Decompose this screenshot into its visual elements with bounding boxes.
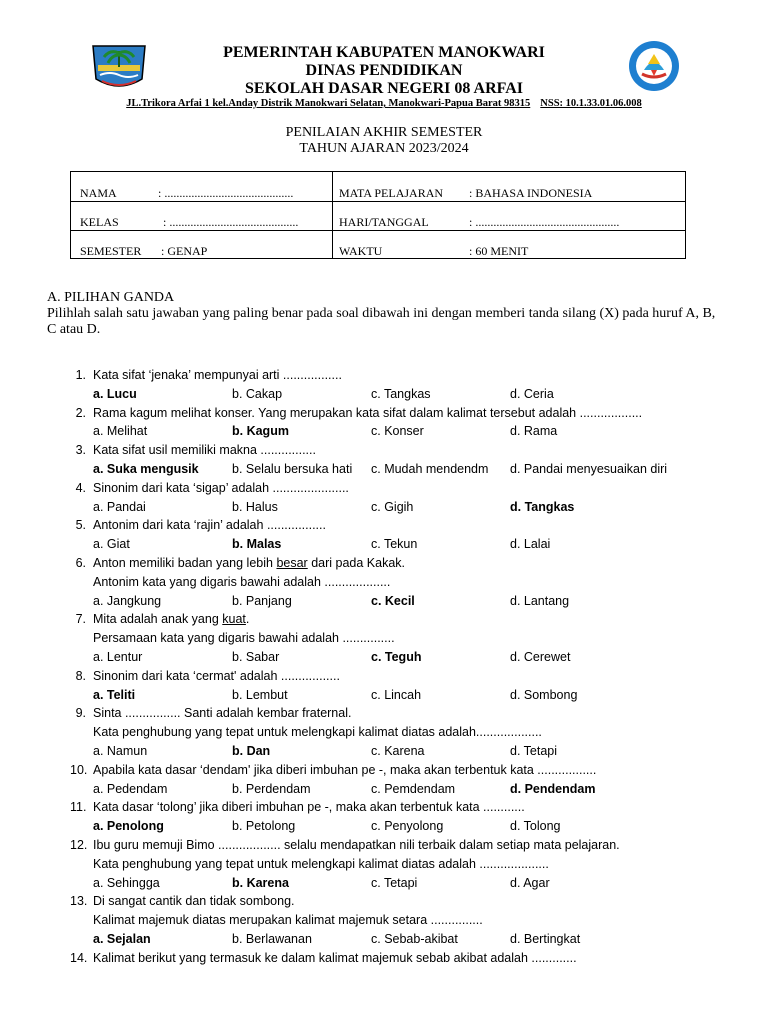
question-number: 7. [75,612,86,627]
answer-option-b[interactable]: b. Cakap [232,386,283,401]
table-divider-vertical [332,172,333,258]
answer-option-b[interactable]: b. Dan [232,743,271,758]
question-text: Ibu guru memuji Bimo .................. selalu mendapatkan nili terbaik dalam setiap mata pelajaran. [93,837,620,852]
answer-options-row [70,460,710,479]
question-number: 2. [75,405,86,420]
question-row [70,404,710,423]
nama-value: : ........................................... [158,186,294,200]
question-number: 4. [75,480,86,495]
waktu-value: : 60 MENIT [469,244,529,258]
answer-option-c[interactable]: c. Teguh [371,649,422,664]
answer-option-b[interactable]: b. Kagum [232,424,289,439]
answer-option-c[interactable]: c. Tetapi [371,875,418,890]
waktu-field [339,244,528,259]
answer-option-c[interactable]: c. Mudah mendendm [371,461,489,476]
answer-option-c[interactable]: c. Konser [371,424,424,439]
answer-option-a[interactable]: a. Giat [93,537,130,552]
answer-option-b[interactable]: b. Sabar [232,649,280,664]
answer-option-d[interactable]: d. Sombong [510,687,578,702]
student-info-table [70,171,686,259]
question-text: Kata penghubung yang tepat untuk melengkapi kalimat diatas adalah................... [93,725,542,740]
question-continuation-row [70,723,710,742]
question-text: Kalimat berikut yang termasuk ke dalam kalimat majemuk sebab akibat adalah ............. [93,950,577,965]
answer-option-d[interactable]: d. Lantang [510,593,570,608]
answer-option-b[interactable]: b. Berlawanan [232,931,312,946]
answer-option-d[interactable]: d. Tetapi [510,743,558,758]
answer-option-b[interactable]: b. Selalu bersuka hati [232,461,353,476]
question-number: 5. [75,518,86,533]
answer-options-row [70,592,710,611]
answer-option-b[interactable]: b. Perdendam [232,781,311,796]
question-row [70,516,710,535]
section-title: A. PILIHAN GANDA [47,290,175,305]
question-row [70,554,710,573]
answer-options-row [70,422,710,441]
question-row [70,892,710,911]
answer-option-d[interactable]: d. Rama [510,424,558,439]
answer-option-d[interactable]: d. Ceria [510,386,554,401]
question-text: Antonim dari kata ‘rajin’ adalah ................. [93,518,326,533]
answer-options-row [70,874,710,893]
semester-value: : GENAP [161,244,208,258]
question-number: 12. [70,837,88,852]
answer-option-c[interactable]: c. Kecil [371,593,415,608]
answer-options-row [70,742,710,761]
question-text: Anton memiliki badan yang lebih besar dari pada Kakak. [93,555,406,570]
table-divider-horizontal [71,230,685,231]
answer-option-d[interactable]: d. Cerewet [510,649,571,664]
letterhead [0,0,768,120]
question-number: 8. [75,668,86,683]
answer-option-c[interactable]: c. Sebab-akibat [371,931,458,946]
government-name: PEMERINTAH KABUPATEN MANOKWARI [223,44,545,61]
answer-option-d[interactable]: d. Tolong [510,819,561,834]
question-number: 10. [70,762,88,777]
question-number: 11. [70,800,87,815]
question-text: Kata sifat ‘jenaka’ mempunyai arti ................. [93,368,342,382]
question-row [70,366,710,385]
hari-tanggal-field[interactable] [339,215,619,230]
question-text: Mita adalah anak yang kuat. [93,612,250,627]
answer-option-a[interactable]: a. Namun [93,743,148,758]
answer-options-row [70,385,710,404]
answer-options-row [70,817,710,836]
hari-tanggal-label: HARI/TANGGAL [339,215,429,229]
question-row [70,667,710,686]
answer-option-c[interactable]: c. Lincah [371,687,422,702]
nss-number: NSS: 10.1.33.01.06.008 [540,98,642,109]
answer-option-a[interactable]: a. Suka mengusik [93,461,199,476]
answer-option-d[interactable]: d. Pandai menyesuaikan diri [510,461,668,476]
mapel-value: : BAHASA INDONESIA [469,186,593,200]
question-number: 3. [75,443,86,458]
answer-option-a[interactable]: a. Pedendam [93,781,168,796]
question-continuation-row [70,855,710,874]
kelas-label: KELAS [80,215,119,229]
answer-option-c[interactable]: c. Tangkas [371,386,431,401]
answer-option-a[interactable]: a. Sejalan [93,931,151,946]
section-instruction: Pilihlah salah satu jawaban yang paling benar pada soal dibawah ini dengan memberi tanda silang (X) pada huruf A, B, C atau D. [47,306,716,337]
answer-option-a[interactable]: a. Penolong [93,819,164,834]
answer-option-b[interactable]: b. Malas [232,537,282,552]
department-name: DINAS PENDIDIKAN [305,62,463,79]
question-continuation-row [70,911,710,930]
question-number: 9. [75,706,86,721]
answer-options-row [70,780,710,799]
answer-option-b[interactable]: b. Lembut [232,687,288,702]
answer-option-c[interactable]: c. Karena [371,743,425,758]
question-text: Sinonim dari kata ‘sigap’ adalah ...................... [93,480,349,495]
table-divider-horizontal [71,201,685,202]
nama-label: NAMA [80,186,117,200]
school-address [0,98,768,109]
answer-option-d[interactable]: d. Pendendam [510,781,596,796]
answer-option-a[interactable]: a. Teliti [93,687,136,702]
answer-option-c[interactable]: c. Pemdendam [371,781,456,796]
answer-option-b[interactable]: b. Panjang [232,593,292,608]
section-intro [47,290,717,338]
question-number: 14. [70,950,88,965]
question-row [70,949,710,968]
question-row [70,610,710,629]
question-number: 6. [75,555,86,570]
answer-option-d[interactable]: d. Bertingkat [510,931,581,946]
question-text: Apabila kata dasar ‘dendam' jika diberi imbuhan pe -, maka akan terbentuk kata ................. [93,762,597,777]
question-row [70,798,710,817]
nama-field[interactable] [80,186,293,201]
question-row [70,704,710,723]
tut-wuri-handayani-logo-icon [628,40,680,92]
question-text: Kata penghubung yang tepat untuk melengkapi kalimat diatas adalah .................... [93,856,549,871]
answer-option-d[interactable]: d. Agar [510,875,550,890]
question-list [70,366,710,968]
answer-options-row [70,930,710,949]
answer-option-b[interactable]: b. Halus [232,499,278,514]
underlined-word: besar [276,555,308,570]
answer-options-row [70,686,710,705]
kelas-field[interactable] [80,215,298,230]
question-text: Kalimat majemuk diatas merupakan kalimat majemuk setara ............... [93,913,483,928]
answer-option-a[interactable]: a. Melihat [93,424,148,439]
waktu-label: WAKTU [339,244,383,258]
question-row [70,479,710,498]
question-text: Sinta ................ Santi adalah kembar fraternal. [93,706,352,721]
question-text: Persamaan kata yang digaris bawahi adalah ............... [93,631,395,646]
question-continuation-row [70,629,710,648]
semester-field [80,244,207,259]
mapel-field [339,186,592,201]
question-text: Di sangat cantik dan tidak sombong. [93,894,295,909]
answer-option-b[interactable]: b. Karena [232,875,289,890]
school-name: SEKOLAH DASAR NEGERI 08 ARFAI [245,80,523,97]
kelas-value: : ........................................... [163,215,299,229]
answer-option-d[interactable]: d. Tangkas [510,499,575,514]
question-text: Antonim kata yang digaris bawahi adalah ................... [93,574,391,589]
answer-options-row [70,535,710,554]
answer-option-d[interactable]: d. Lalai [510,537,551,552]
answer-option-b[interactable]: b. Petolong [232,819,296,834]
question-text: Kata dasar ‘tolong’ jika diberi imbuhan pe -, maka akan terbentuk kata ............ [93,800,525,815]
question-row [70,761,710,780]
answer-option-c[interactable]: c. Gigih [371,499,414,514]
semester-label: SEMESTER [80,244,142,258]
answer-options-row [70,498,710,517]
address-text: JL.Trikora Arfai 1 kel.Anday Distrik Manokwari Selatan, Manokwari-Papua Barat 98315 [126,98,531,109]
question-text: Kata sifat usil memiliki makna ................ [93,443,316,458]
exam-title: PENILAIAN AKHIR SEMESTER [285,125,483,140]
underlined-word: kuat [222,612,246,627]
question-continuation-row [70,573,710,592]
answer-option-a[interactable]: a. Lucu [93,386,137,401]
question-row [70,836,710,855]
question-text: Sinonim dari kata ‘cermat' adalah ................. [93,668,340,683]
question-number: 13. [70,894,88,909]
answer-option-a[interactable]: a. Jangkung [93,593,162,608]
answer-options-row [70,648,710,667]
answer-option-a[interactable]: a. Pandai [93,499,146,514]
answer-option-a[interactable]: a. Sehingga [93,875,160,890]
academic-year: TAHUN AJARAN 2023/2024 [299,141,469,156]
answer-option-c[interactable]: c. Penyolong [371,819,444,834]
mapel-label: MATA PELAJARAN [339,186,444,200]
hari-tanggal-value: : ................................................ [469,215,620,229]
question-text: Rama kagum melihat konser. Yang merupakan kata sifat dalam kalimat tersebut adalah .................. [93,405,643,420]
answer-option-a[interactable]: a. Lentur [93,649,143,664]
question-row [70,441,710,460]
answer-option-c[interactable]: c. Tekun [371,537,418,552]
question-number: 1. [75,368,86,382]
